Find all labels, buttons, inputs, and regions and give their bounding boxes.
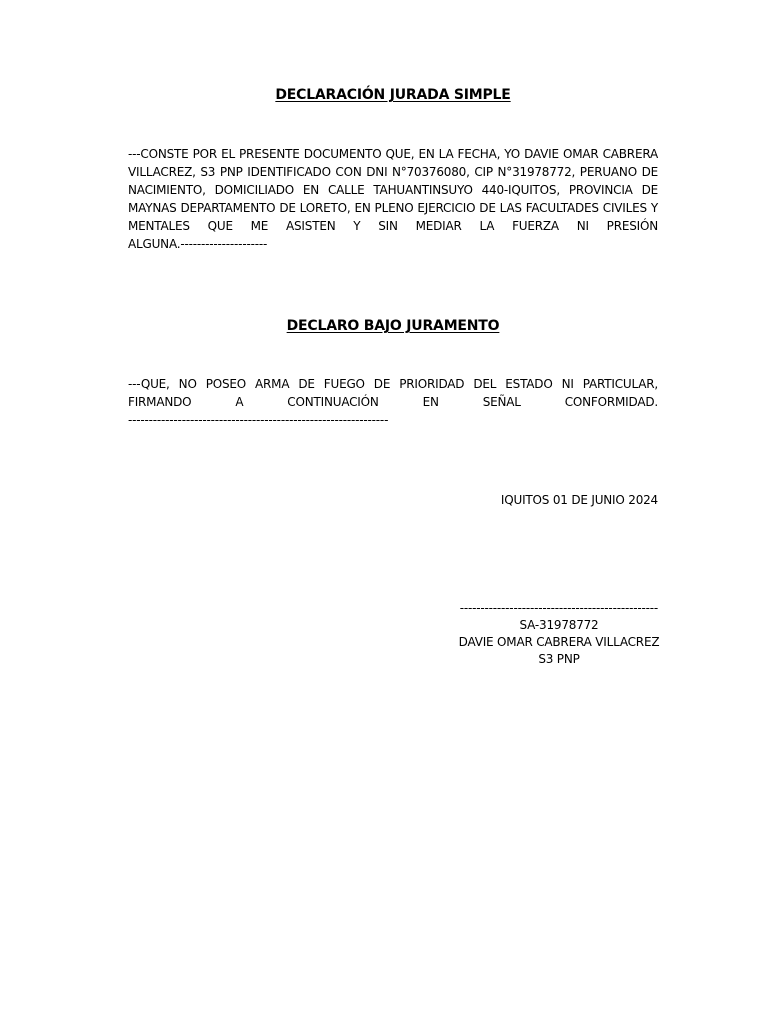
paragraph-line: ---QUE, NO POSEO ARMA DE FUEGO DE PRIORIDAD DEL ESTADO NI PARTICULAR, — [128, 377, 658, 391]
paragraph-line: MAYNAS DEPARTAMENTO DE LORETO, EN PLENO EJERCICIO DE LAS FACULTADES CIVILES Y — [128, 201, 658, 215]
signature-block — [448, 600, 670, 668]
declaration-paragraph — [128, 145, 658, 253]
signature-code: SA-31978772 — [519, 618, 599, 632]
paragraph-line: ---CONSTE POR EL PRESENTE DOCUMENTO QUE, EN LA FECHA, YO DAVIE OMAR CABRERA — [128, 147, 658, 161]
paragraph-line: VILLACREZ, S3 PNP IDENTIFICADO CON DNI N°70376080, CIP N°31978772, PERUANO DE — [128, 165, 658, 179]
oath-paragraph — [128, 375, 658, 429]
section-subtitle: DECLARO BAJO JURAMENTO — [286, 318, 500, 334]
paragraph-line: ALGUNA.--------------------- — [128, 237, 268, 251]
place-date: IQUITOS 01 DE JUNIO 2024 — [500, 493, 658, 507]
paragraph-line: FIRMANDO A CONTINUACIÓN EN SEÑAL CONFORMIDAD. — [128, 395, 658, 409]
signature-name: DAVIE OMAR CABRERA VILLACREZ — [458, 635, 660, 649]
paragraph-line: NACIMIENTO, DOMICILIADO EN CALLE TAHUANTINSUYO 440-IQUITOS, PROVINCIA DE — [128, 183, 658, 197]
signature-line: ------------------------------------------------ — [459, 601, 658, 615]
paragraph-line: MENTALES QUE ME ASISTEN Y SIN MEDIAR LA FUERZA NI PRESIÓN — [128, 219, 658, 233]
signature-rank: S3 PNP — [538, 652, 580, 666]
paragraph-line: --------------------------------------------------------------- — [128, 413, 389, 427]
document-title: DECLARACIÓN JURADA SIMPLE — [275, 87, 511, 103]
